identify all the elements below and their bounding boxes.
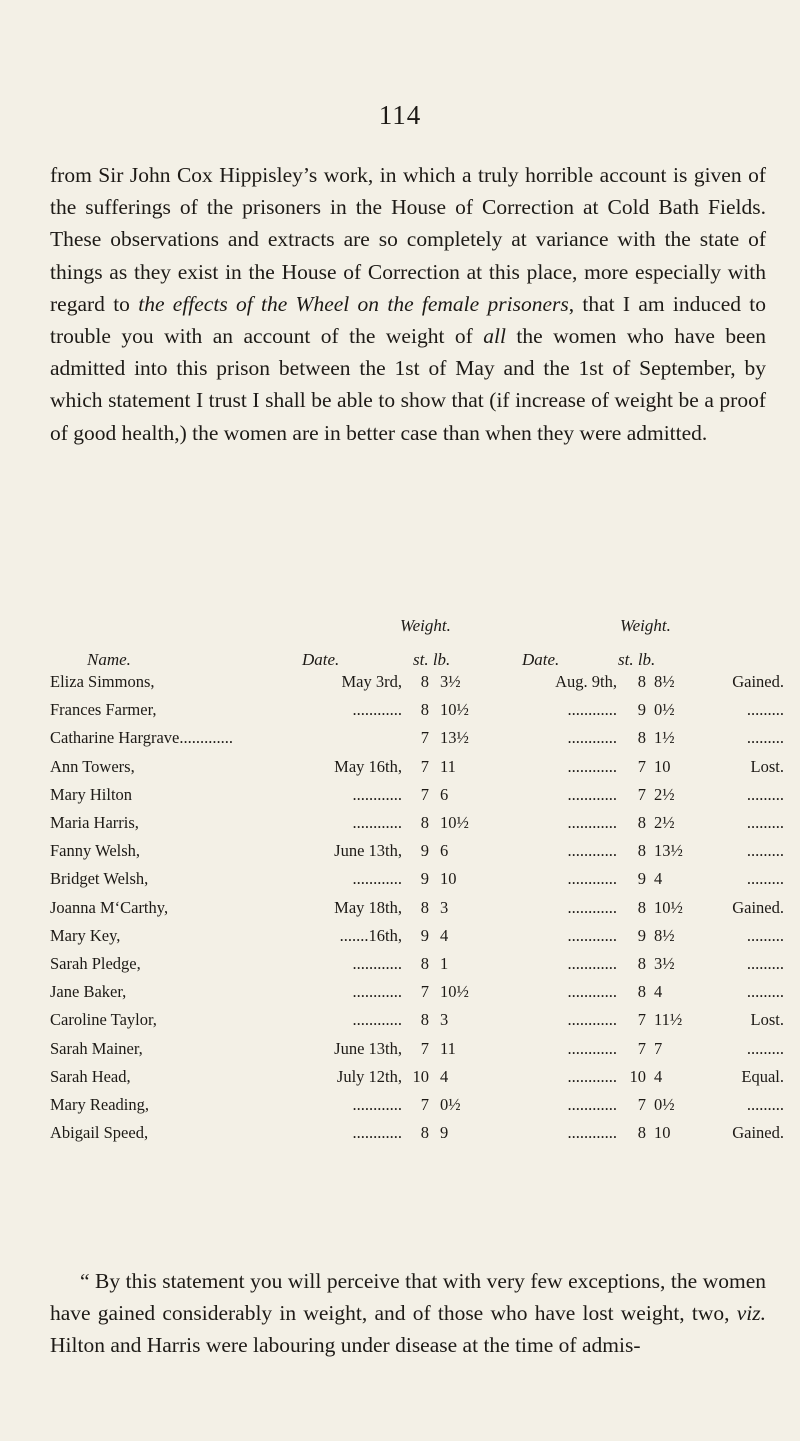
header-stlb-2: st. lb. — [618, 650, 656, 669]
row-stone-weighed: 8 — [637, 728, 646, 748]
table-row — [0, 898, 800, 927]
row-stone-admitted: 8 — [420, 897, 429, 917]
table-row — [0, 813, 800, 842]
table-row — [0, 1039, 800, 1068]
row-name: Sarah Mainer, — [50, 1038, 143, 1058]
row-date-weighed: ............ — [567, 1095, 617, 1114]
row-result: ......... — [746, 1095, 784, 1114]
row-date-weighed: ............ — [567, 869, 617, 889]
opening-paragraph-text-3: the women who have been admitted into this prison between the 1st of May and the 1st of September, by which statement I trust I shall be able to show that (if increase of weight be a proof of good health,) the women are in better case than when they were admitted. — [50, 324, 766, 445]
row-pounds-weighed: 13½ — [654, 841, 683, 861]
row-result: Lost. — [750, 756, 784, 776]
row-date-weighed: ............ — [567, 841, 617, 861]
row-date-weighed: ............ — [567, 728, 617, 748]
row-stone-admitted: 7 — [420, 784, 429, 804]
row-result: ......... — [746, 1038, 784, 1058]
row-date-admitted: May 18th, — [334, 897, 402, 917]
row-pounds-weighed: 1½ — [654, 728, 675, 748]
row-stone-admitted: 9 — [420, 869, 429, 889]
row-name: Caroline Taylor, — [50, 1010, 157, 1030]
row-pounds-admitted: 9 — [440, 1123, 449, 1143]
emphasis-wheel-effects: the effects of the Wheel on the female prisoners — [138, 291, 569, 316]
row-stone-admitted: 8 — [420, 954, 429, 973]
row-stone-weighed: 9 — [637, 869, 646, 889]
row-stone-admitted: 7 — [420, 1038, 429, 1058]
header-name: Name. — [87, 650, 131, 669]
row-stone-weighed: 7 — [637, 1038, 646, 1058]
row-stone-admitted: 10 — [412, 1066, 429, 1086]
row-stone-weighed: 7 — [637, 784, 646, 804]
row-date-admitted: May 3rd, — [341, 672, 402, 691]
row-pounds-weighed: 0½ — [654, 700, 675, 720]
row-stone-weighed: 8 — [637, 672, 646, 691]
closing-paragraph-text-2: Hilton and Harris were labouring under disease at the time of admis- — [50, 1333, 641, 1358]
row-pounds-weighed: 4 — [654, 869, 663, 889]
row-pounds-admitted: 6 — [440, 841, 449, 861]
row-pounds-weighed: 2½ — [654, 813, 675, 832]
table-row — [0, 982, 800, 1011]
row-stone-admitted: 7 — [420, 982, 429, 1002]
header-date-1: Date. — [302, 650, 340, 669]
row-name: Jane Baker, — [50, 982, 127, 1002]
row-date-admitted: May 16th, — [334, 756, 402, 776]
row-stone-admitted: 7 — [420, 756, 429, 776]
table-row — [0, 841, 800, 870]
closing-paragraph-text: “ By this statement you will perceive that with very few exceptions, the women have gained considerably in weight, and of those who have lost weight, two, — [50, 1269, 766, 1326]
table-row — [0, 785, 800, 814]
row-date-admitted: ............ — [352, 1095, 402, 1114]
row-pounds-weighed: 10½ — [654, 897, 683, 917]
header-stlb-1: st. lb. — [413, 650, 451, 669]
table-row — [0, 1010, 800, 1039]
row-pounds-admitted: 3 — [440, 897, 449, 917]
row-stone-admitted: 7 — [420, 728, 429, 748]
row-result: ......... — [746, 982, 784, 1002]
row-date-admitted: ............ — [352, 813, 402, 832]
table-row — [0, 672, 800, 701]
row-stone-weighed: 8 — [637, 1123, 646, 1143]
opening-paragraph — [50, 159, 766, 449]
row-result: ......... — [746, 784, 784, 804]
table-row — [0, 1095, 800, 1124]
row-stone-weighed: 9 — [637, 925, 646, 945]
table-row — [0, 700, 800, 729]
row-pounds-weighed: 0½ — [654, 1095, 675, 1114]
row-result: Lost. — [750, 1010, 784, 1030]
row-result: ......... — [746, 869, 784, 889]
row-name: Ann Towers, — [50, 756, 135, 776]
row-pounds-admitted: 10½ — [440, 700, 469, 720]
row-date-weighed: ............ — [567, 1038, 617, 1058]
row-pounds-weighed: 2½ — [654, 784, 675, 804]
table-row — [0, 1123, 800, 1152]
row-date-admitted: ............ — [352, 1010, 402, 1030]
row-date-admitted: June 13th, — [334, 1038, 402, 1058]
table-row — [0, 926, 800, 955]
row-stone-weighed: 8 — [637, 813, 646, 832]
row-date-weighed: ............ — [567, 813, 617, 832]
row-pounds-weighed: 10 — [654, 1123, 671, 1143]
row-stone-weighed: 8 — [637, 841, 646, 861]
row-name: Mary Hilton — [50, 784, 133, 804]
row-name: Sarah Head, — [50, 1066, 131, 1086]
row-date-weighed: ............ — [567, 1066, 617, 1086]
row-name: Fanny Welsh, — [50, 841, 141, 861]
opening-paragraph-text-2: , that I am induced to trouble you with an account of the weight of — [50, 291, 766, 349]
row-pounds-admitted: 10½ — [440, 982, 469, 1002]
row-pounds-admitted: 4 — [440, 925, 449, 945]
table-row — [0, 1067, 800, 1096]
row-result: Equal. — [741, 1066, 784, 1086]
row-stone-admitted: 8 — [420, 1123, 429, 1143]
row-stone-weighed: 8 — [637, 897, 646, 917]
row-stone-weighed: 7 — [637, 1095, 646, 1114]
row-pounds-admitted: 0½ — [440, 1095, 461, 1114]
row-pounds-admitted: 10½ — [440, 813, 469, 832]
row-pounds-weighed: 8½ — [654, 672, 675, 691]
page-number: 114 — [378, 100, 422, 130]
row-result: ......... — [746, 841, 784, 861]
row-date-weighed: ............ — [567, 1123, 617, 1143]
row-name: Frances Farmer, — [50, 700, 157, 720]
row-stone-weighed: 10 — [629, 1066, 646, 1086]
row-result: ......... — [746, 813, 784, 832]
row-date-weighed: ............ — [567, 925, 617, 945]
opening-paragraph-text: from Sir John Cox Hippisley’s work, in which a truly horrible account is given of the sufferings of the prisoners in the House of Correction at Cold Bath Fields. These observations and extracts are so completely at variance with the state of things as they exist in the House of Correction at this place, more especially with regard to — [50, 163, 766, 316]
table-row — [0, 757, 800, 786]
row-stone-admitted: 8 — [420, 1010, 429, 1030]
row-stone-admitted: 9 — [420, 841, 429, 861]
row-name: Bridget Welsh, — [50, 869, 149, 889]
row-pounds-admitted: 3 — [440, 1010, 449, 1030]
row-date-weighed: ............ — [567, 784, 617, 804]
row-result: ......... — [746, 925, 784, 945]
row-stone-admitted: 8 — [420, 813, 429, 832]
row-pounds-admitted: 6 — [440, 784, 449, 804]
row-stone-admitted: 9 — [420, 925, 429, 945]
row-date-admitted: June 13th, — [334, 841, 402, 861]
row-date-weighed: Aug. 9th, — [555, 672, 617, 691]
row-date-weighed: ............ — [567, 897, 617, 917]
table-row — [0, 954, 800, 983]
row-date-weighed: ............ — [567, 1010, 617, 1030]
row-stone-weighed: 7 — [637, 1010, 646, 1030]
row-stone-admitted: 8 — [420, 672, 429, 691]
row-pounds-weighed: 4 — [654, 1066, 663, 1086]
header-date-2: Date. — [522, 650, 560, 669]
row-date-admitted: ............ — [352, 784, 402, 804]
row-date-admitted: ............ — [352, 954, 402, 973]
row-name: Abigail Speed, — [50, 1123, 149, 1143]
table-row — [0, 869, 800, 898]
row-name: Sarah Pledge, — [50, 954, 141, 973]
row-date-weighed: ............ — [567, 700, 617, 720]
row-pounds-admitted: 3½ — [440, 672, 461, 691]
row-stone-weighed: 7 — [637, 756, 646, 776]
row-stone-admitted: 7 — [420, 1095, 429, 1114]
row-name: Mary Key, — [50, 925, 121, 945]
row-date-weighed: ............ — [567, 982, 617, 1002]
row-pounds-admitted: 4 — [440, 1066, 449, 1086]
row-name: Mary Reading, — [50, 1095, 149, 1114]
row-stone-weighed: 8 — [637, 954, 646, 973]
row-name: Eliza Simmons, — [50, 672, 155, 691]
row-name: Catharine Hargrave............. — [50, 728, 233, 748]
row-name: Joanna M‘Carthy, — [50, 897, 169, 917]
row-date-weighed: ............ — [567, 756, 617, 776]
row-pounds-weighed: 8½ — [654, 925, 675, 945]
row-pounds-weighed: 7 — [654, 1038, 663, 1058]
row-result: ......... — [746, 700, 784, 720]
row-date-admitted: ............ — [352, 982, 402, 1002]
row-pounds-admitted: 13½ — [440, 728, 469, 748]
row-result: ......... — [746, 954, 784, 973]
row-date-admitted: .......16th, — [339, 925, 402, 945]
row-pounds-admitted: 11 — [440, 756, 456, 776]
row-stone-admitted: 8 — [420, 700, 429, 720]
row-pounds-admitted: 1 — [440, 954, 449, 973]
row-pounds-weighed: 3½ — [654, 954, 675, 973]
row-pounds-weighed: 4 — [654, 982, 663, 1002]
row-pounds-admitted: 11 — [440, 1038, 456, 1058]
row-date-admitted: ............ — [352, 1123, 402, 1143]
header-weight-2: Weight. — [620, 616, 671, 635]
emphasis-viz: viz. — [736, 1301, 766, 1326]
closing-paragraph — [50, 1265, 766, 1362]
row-result: ......... — [746, 728, 784, 748]
row-pounds-weighed: 10 — [654, 756, 671, 776]
emphasis-all: all — [483, 324, 506, 349]
row-pounds-admitted: 10 — [440, 869, 457, 889]
row-stone-weighed: 9 — [637, 700, 646, 720]
row-date-weighed: ............ — [567, 954, 617, 973]
row-stone-weighed: 8 — [637, 982, 646, 1002]
row-date-admitted: July 12th, — [336, 1066, 402, 1086]
row-result: Gained. — [732, 672, 784, 691]
row-result: Gained. — [732, 897, 784, 917]
row-name: Maria Harris, — [50, 813, 139, 832]
row-date-admitted: ............ — [352, 869, 402, 889]
table-row — [0, 728, 800, 757]
header-weight-1: Weight. — [400, 616, 451, 635]
row-pounds-weighed: 11½ — [654, 1010, 683, 1030]
row-result: Gained. — [732, 1123, 784, 1143]
row-date-admitted: ............ — [352, 700, 402, 720]
